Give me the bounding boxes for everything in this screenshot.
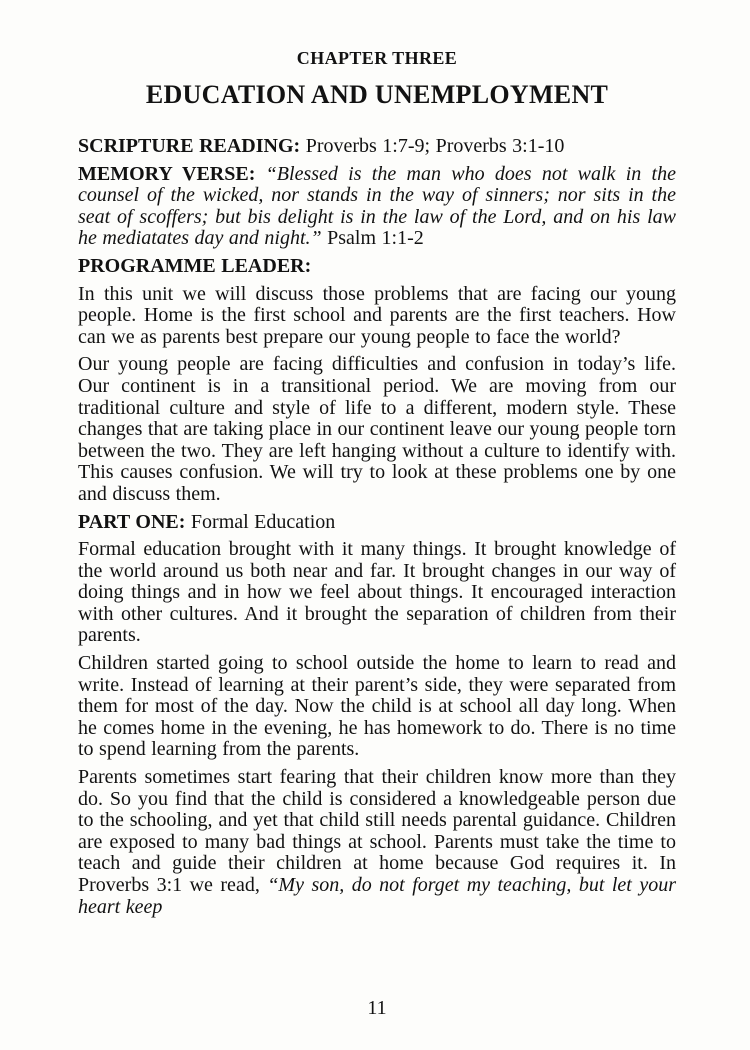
chapter-label: CHAPTER THREE [296, 48, 458, 68]
memory-verse-quote: “Blessed is the man who does not walk in the counsel of the wicked, nor stands in the way of sinners; nor sits in the seat of scoffers; but bis delight is in the law of the Lord, and on his law he mediatates day and night.” [78, 162, 676, 250]
memory-verse-label: MEMORY VERSE: [78, 162, 256, 185]
scripture-reading [78, 136, 676, 158]
paragraph-intro: In this unit we will discuss those problems that are facing our young people. Home is the first school and parents are the first teachers. How can we as parents best prepare our young people to face the world? [78, 282, 676, 348]
paragraph-formal-education: Formal education brought with it many things. It brought knowledge of the world around us both near and far. It brought changes in our way of doing things and in how we feel about things. It encouraged interaction with other cultures. And it brought the separation of children from their parents. [78, 538, 676, 647]
part-one-label: PART ONE: [78, 510, 186, 533]
paragraph-parents-fearing-quote: “My son, do not forget my teaching, but let your heart keep [78, 874, 677, 918]
page-footer [78, 997, 676, 1020]
programme-leader-heading [78, 256, 676, 278]
memory-verse [78, 164, 676, 250]
page-number: 11 [367, 997, 387, 1019]
paragraph-parents-fearing [78, 767, 676, 918]
scripture-reading-text: Proverbs 1:7-9; Proverbs 3:1-10 [305, 135, 565, 157]
page-header [78, 48, 676, 110]
paragraph-children-school: Children started going to school outside the home to learn to read and write. Instead of learning at their parent’s side, they were separated from them for most of the day. Now the child is at school all day long. When he comes home in the evening, he has homework to do. There is no time to spend learning from the parents. [78, 652, 676, 761]
part-one-title: Formal Education [190, 510, 336, 533]
part-one-heading [78, 512, 676, 534]
paragraph-transition: Our young people are facing difficulties and confusion in today’s life. Our continent is in a transitional period. We are moving from our traditional culture and style of life to a different, modern style. These changes that are taking place in our continent leave our young people torn between the two. They are left hanging without a culture to identify with. This causes confusion. We will try to look at these problems one by one and discuss them. [78, 353, 677, 505]
memory-verse-reference: Psalm 1:1-2 [327, 227, 424, 250]
page-body [78, 136, 676, 924]
scripture-reading-label: SCRIPTURE READING: [78, 135, 301, 157]
paragraph-parents-fearing-text: Parents sometimes start fearing that their children know more than they do. So you find that the child is considered a knowledgeable person due to the schooling, and yet that child still needs parental guidance. Children are exposed to many bad things at school. Parents must take the time to teach and guide their children at home because God requires it. In Proverbs 3:1 we read, [78, 766, 676, 896]
programme-leader-label: PROGRAMME LEADER: [78, 254, 312, 277]
page-title: EDUCATION AND UNEMPLOYMENT [145, 80, 609, 109]
